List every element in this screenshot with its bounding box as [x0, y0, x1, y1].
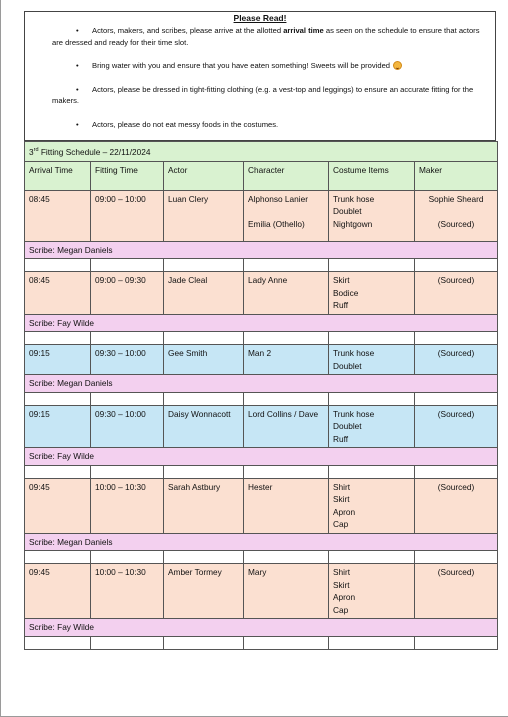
- column-header: Costume Items: [329, 161, 415, 190]
- scribe: Scribe: Fay Wilde: [25, 314, 498, 332]
- notice-title: Please Read!: [233, 13, 287, 23]
- notice-item: • Bring water with you and ensure that you have eaten something! Sweets will be provided: [25, 60, 495, 72]
- character: Hester: [244, 478, 329, 533]
- character: Alphonso Lanier Emilia (Othello): [244, 190, 329, 241]
- costume-items: Skirt Bodice Ruff: [329, 272, 415, 315]
- costume-items: Shirt Skirt Apron Cap: [329, 564, 415, 619]
- maker: Sophie Sheard (Sourced): [415, 190, 498, 241]
- maker: (Sourced): [415, 405, 498, 448]
- fitting-schedule-table: [24, 141, 498, 650]
- actor: Amber Tormey: [164, 564, 244, 619]
- fitting-time: 09:00 – 10:00: [91, 190, 164, 241]
- notice-list: [25, 25, 495, 130]
- spacer-row: [25, 392, 498, 405]
- arrival-time: 09:45: [25, 564, 91, 619]
- character: Lord Collins / Dave: [244, 405, 329, 448]
- column-header: Maker: [415, 161, 498, 190]
- scribe: Scribe: Megan Daniels: [25, 375, 498, 393]
- table-row: [25, 478, 498, 533]
- scribe-row: [25, 375, 498, 393]
- column-header: Actor: [164, 161, 244, 190]
- bullet-icon: •: [76, 26, 79, 35]
- spacer-row: [25, 636, 498, 649]
- scribe-row: [25, 241, 498, 259]
- scribe-row: [25, 533, 498, 551]
- page-edge: [0, 0, 1, 717]
- maker: (Sourced): [415, 564, 498, 619]
- fitting-time: 10:00 – 10:30: [91, 564, 164, 619]
- bullet-icon: •: [76, 119, 79, 129]
- maker: (Sourced): [415, 272, 498, 315]
- costume-items: Trunk hose Doublet: [329, 345, 415, 375]
- costume-items: Shirt Skirt Apron Cap: [329, 478, 415, 533]
- column-header: Fitting Time: [91, 161, 164, 190]
- scribe: Scribe: Fay Wilde: [25, 448, 498, 466]
- fitting-time: 09:30 – 10:00: [91, 345, 164, 375]
- bullet-icon: •: [76, 84, 79, 94]
- scribe-row: [25, 619, 498, 637]
- arrival-time: 09:45: [25, 478, 91, 533]
- character: Man 2: [244, 345, 329, 375]
- actor: Daisy Wonnacott: [164, 405, 244, 448]
- actor: Jade Cleal: [164, 272, 244, 315]
- maker: (Sourced): [415, 478, 498, 533]
- costume-items: Trunk hose Doublet Nightgown: [329, 190, 415, 241]
- fitting-time: 10:00 – 10:30: [91, 478, 164, 533]
- character: Mary: [244, 564, 329, 619]
- spacer-row: [25, 551, 498, 564]
- costume-items: Trunk hose Doublet Ruff: [329, 405, 415, 448]
- actor: Luan Clery: [164, 190, 244, 241]
- schedule-title: 3rd Fitting Schedule – 22/11/2024: [25, 142, 498, 162]
- notice-box: [24, 11, 496, 141]
- fitting-time: 09:30 – 10:00: [91, 405, 164, 448]
- header-row: [25, 161, 498, 190]
- fitting-time: 09:00 – 09:30: [91, 272, 164, 315]
- arrival-time: 09:15: [25, 345, 91, 375]
- column-header: Arrival Time: [25, 161, 91, 190]
- table-row: [25, 345, 498, 375]
- actor: Gee Smith: [164, 345, 244, 375]
- notice-item: • Actors, please do not eat messy foods in the costumes.: [76, 119, 279, 129]
- spacer-row: [25, 259, 498, 272]
- table-row: [25, 405, 498, 448]
- scribe-row: [25, 314, 498, 332]
- scribe: Scribe: Fay Wilde: [25, 619, 498, 637]
- scribe-row: [25, 448, 498, 466]
- arrival-time: 08:45: [25, 190, 91, 241]
- table-row: [25, 272, 498, 315]
- arrival-time: 09:15: [25, 405, 91, 448]
- smiley-emoji-icon: [393, 61, 402, 70]
- notice-item: • Actors, makers, and scribes, please arrive at the allotted arrival time as seen on the schedule to ensure that actors are dressed and ready for their time slot.: [52, 26, 480, 47]
- scribe: Scribe: Megan Daniels: [25, 533, 498, 551]
- arrival-time: 08:45: [25, 272, 91, 315]
- spacer-row: [25, 465, 498, 478]
- table-row: [25, 564, 498, 619]
- column-header: Character: [244, 161, 329, 190]
- notice-item: • Actors, please be dressed in tight-fitting clothing (e.g. a vest-top and leggings) to ensure an accurate fitting for the makers.: [52, 84, 474, 105]
- spacer-row: [25, 332, 498, 345]
- scribe: Scribe: Megan Daniels: [25, 241, 498, 259]
- bullet-icon: •: [76, 61, 79, 70]
- character: Lady Anne: [244, 272, 329, 315]
- schedule-title-row: [25, 142, 498, 162]
- maker: (Sourced): [415, 345, 498, 375]
- table-row: [25, 190, 498, 241]
- actor: Sarah Astbury: [164, 478, 244, 533]
